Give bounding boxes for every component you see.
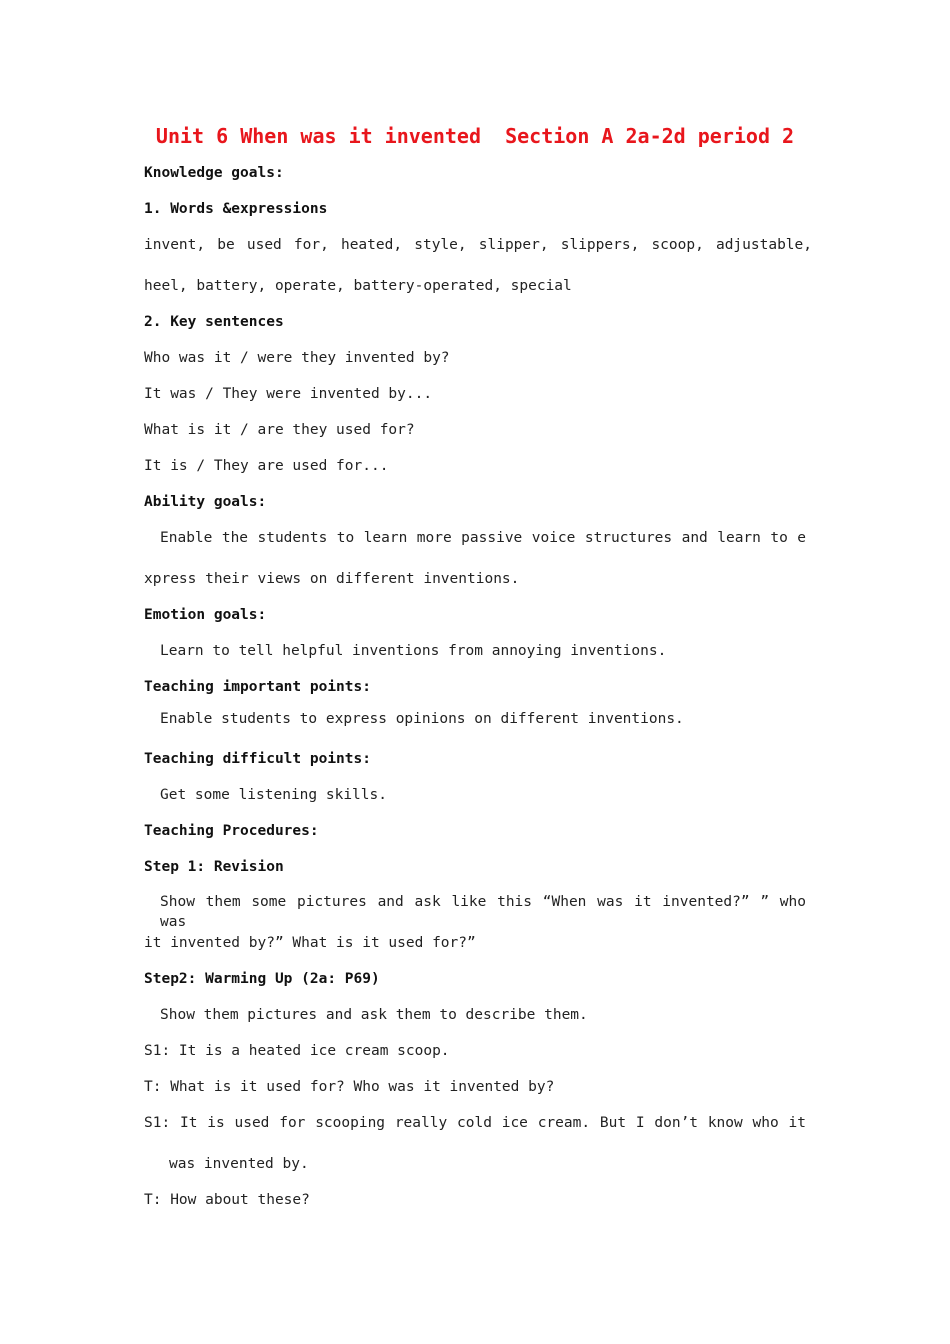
sentence-4: It is / They are used for...: [144, 458, 389, 474]
ability-text-1: Enable the students to learn more passive voice structures and learn to e: [160, 530, 806, 546]
dialogue-s1-2-cont: was invented by.: [169, 1156, 309, 1172]
sentence-3: What is it / are they used for?: [144, 422, 415, 438]
important-points-text: Enable students to express opinions on different inventions.: [160, 711, 684, 727]
step1-text-2: it invented by?” What is it used for?”: [144, 935, 476, 951]
heading-teaching-procedures: Teaching Procedures:: [144, 823, 319, 839]
sentence-1: Who was it / were they invented by?: [144, 350, 450, 366]
words-line-1: invent, be used for, heated, style, slipper, slippers, scoop, adjustable,: [144, 237, 812, 253]
dialogue-t-1: T: What is it used for? Who was it invented by?: [144, 1079, 555, 1095]
sentence-2: It was / They were invented by...: [144, 386, 433, 402]
heading-words-expressions: 1. Words &expressions: [144, 201, 328, 217]
difficult-points-text: Get some listening skills.: [160, 787, 387, 803]
heading-key-sentences: 2. Key sentences: [144, 314, 284, 330]
step2-text: Show them pictures and ask them to describe them.: [160, 1007, 588, 1023]
heading-step-2: Step2: Warming Up (2a: P69): [144, 971, 380, 987]
ability-text-2: xpress their views on different inventions.: [144, 571, 520, 587]
step1-text-1: Show them some pictures and ask like this “When was it invented?” ” who was: [160, 894, 806, 930]
heading-ability-goals: Ability goals:: [144, 494, 267, 510]
emotion-text: Learn to tell helpful inventions from annoying inventions.: [160, 643, 667, 659]
heading-emotion-goals: Emotion goals:: [144, 607, 267, 623]
page-title: Unit 6 When was it invented Section A 2a-2d period 2: [155, 124, 795, 148]
dialogue-s1-2: S1: It is used for scooping really cold ice cream. But I don’t know who it: [144, 1115, 806, 1131]
heading-important-points: Teaching important points:: [144, 679, 371, 695]
dialogue-t-2: T: How about these?: [144, 1192, 310, 1208]
heading-difficult-points: Teaching difficult points:: [144, 751, 371, 767]
heading-step-1: Step 1: Revision: [144, 859, 284, 875]
dialogue-s1-1: S1: It is a heated ice cream scoop.: [144, 1043, 450, 1059]
words-line-2: heel, battery, operate, battery-operated, special: [144, 278, 572, 294]
heading-knowledge-goals: Knowledge goals:: [144, 165, 284, 181]
